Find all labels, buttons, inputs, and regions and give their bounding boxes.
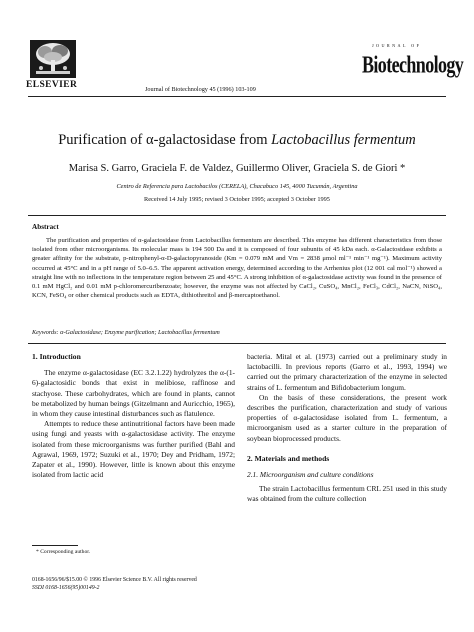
footnote-divider: [32, 545, 78, 546]
intro-paragraph-3: bacteria. Mital et al. (1973) carried out a preliminary study in lactobacilli. In previous reports (Garro et al., 1993, 1994) we carried out the primary characterization of the enzyme in selected strains of L. fermentum and Bifidobacterium longum.: [247, 352, 447, 392]
paper-title: [0, 132, 474, 149]
publisher-name: ELSEVIER: [26, 80, 78, 90]
title-species: Lactobacillus fermentum: [271, 132, 416, 148]
section-spacer: [247, 444, 447, 454]
intro-paragraph-2: Attempts to reduce these antinutritional factors have been made using fungi and yeasts with α-galactosidase activity. The enzyme isolated from these microorganisms was further purified (Bahl and Agrawal, 1969, 1972; Suzuki et al., 1970; Dey and Pridham, 1972; Zapater et al., 1990). However, little is known about this enzyme isolated from lactic acid: [32, 419, 235, 480]
methods-paragraph-1: The strain Lactobacillus fermentum CRL 251 used in this study was obtained from the culture collection: [247, 484, 447, 504]
journal-of-label: JOURNAL OF: [372, 43, 422, 48]
elsevier-tree-logo: [30, 40, 76, 78]
journal-citation: Journal of Biotechnology 45 (1996) 103-109: [145, 86, 256, 93]
journal-name: Biotechnology: [362, 51, 464, 78]
keywords: Keywords: α-Galactosidase; Enzyme purification; Lactobacillus fermentum: [32, 329, 220, 336]
authors: Marisa S. Garro, Graciela F. de Valdez, Guillermo Oliver, Graciela S. de Giori *: [68, 163, 406, 174]
intro-paragraph-1: The enzyme α-galactosidase (EC 3.2.1.22) hydrolyzes the α-(1-6)-galactosidic bonds that exist in melibiose, raffinose and stachyose. These carbohydrates, which are found in plants, cannot be metabolized by human beings (Gitzelmann and Auricchio, 1965), in whom they cause intestinal disturbances such as flatulence.: [32, 368, 235, 419]
ssdi-line: SSDI 0168-1656(95)00149-2: [32, 585, 100, 591]
right-column: [247, 352, 447, 505]
copyright-block: [32, 576, 197, 592]
abstract-divider: [28, 343, 446, 344]
title-divider: [28, 215, 446, 216]
section-heading-methods: 2. Materials and methods: [247, 453, 330, 463]
corresponding-author-footnote: * Corresponding author.: [36, 549, 91, 555]
section-heading-introduction: 1. Introduction: [32, 352, 81, 361]
left-column: [32, 352, 235, 480]
copyright-line: 0168-1656/96/$15.00 © 1996 Elsevier Science B.V. All rights reserved: [32, 577, 197, 583]
intro-paragraph-4: On the basis of these considerations, the present work describes the purification, characterization and study of various properties of α-galactosidase isolated from L. fermentum, a microorganism used as a starter culture in the preparation of soybean bioprocessed products.: [247, 392, 447, 443]
header-divider: [28, 96, 446, 97]
subsection-heading-microorganism: 2.1. Microorganism and culture conditions: [247, 470, 374, 480]
abstract-heading: Abstract: [32, 223, 59, 231]
received-dates: Received 14 July 1995; revised 3 October 1995; accepted 3 October 1995: [144, 196, 330, 203]
abstract-body: The purification and properties of α-galactosidase from Lactobacillus fermentum are described. This enzyme has different characteristics from those isolated from other microorganisms. Its molecular mass is 194 500 Da and it is composed of four subunits of 45 kDa each. α-Galactosidase exhibits a greater affinity for the substrate, p-nitrophenyl-α-D-galactopyranoside (Km = 0.079 mM and Vm = 2838 μmol ml⁻¹ min⁻¹ mg⁻¹). Maximum activity occurred at 45°C and in a pH range of 5.0–6.5. The apparent activation energy, determined according to the Arrhenius plot (12 001 cal mol⁻¹) showed a straight line with no inflections in the temperature region between 25 and 45°C. A strong inhibition of α-galactosidase activity was found in the presence of 0.1 mM HgCl₂ and 0.01 mM p-chloromercuribenzoate; however, the enzyme was not affected by CaCl₂, CuSO₄, MnCl₂, FeCl₃, CdCl₂, NaCN, NiSO₄, KCN, FeSO₄ or other chemical products such as EDTA, dithiothreitol and β-mercaptoethanol.: [32, 237, 442, 300]
title-prefix: Purification of α-galactosidase from: [58, 132, 272, 148]
affiliation: Centro de Referencia para Lactobacilos (CERELA), Chacabuco 145, 4000 Tucumán, Argentina: [116, 183, 358, 190]
